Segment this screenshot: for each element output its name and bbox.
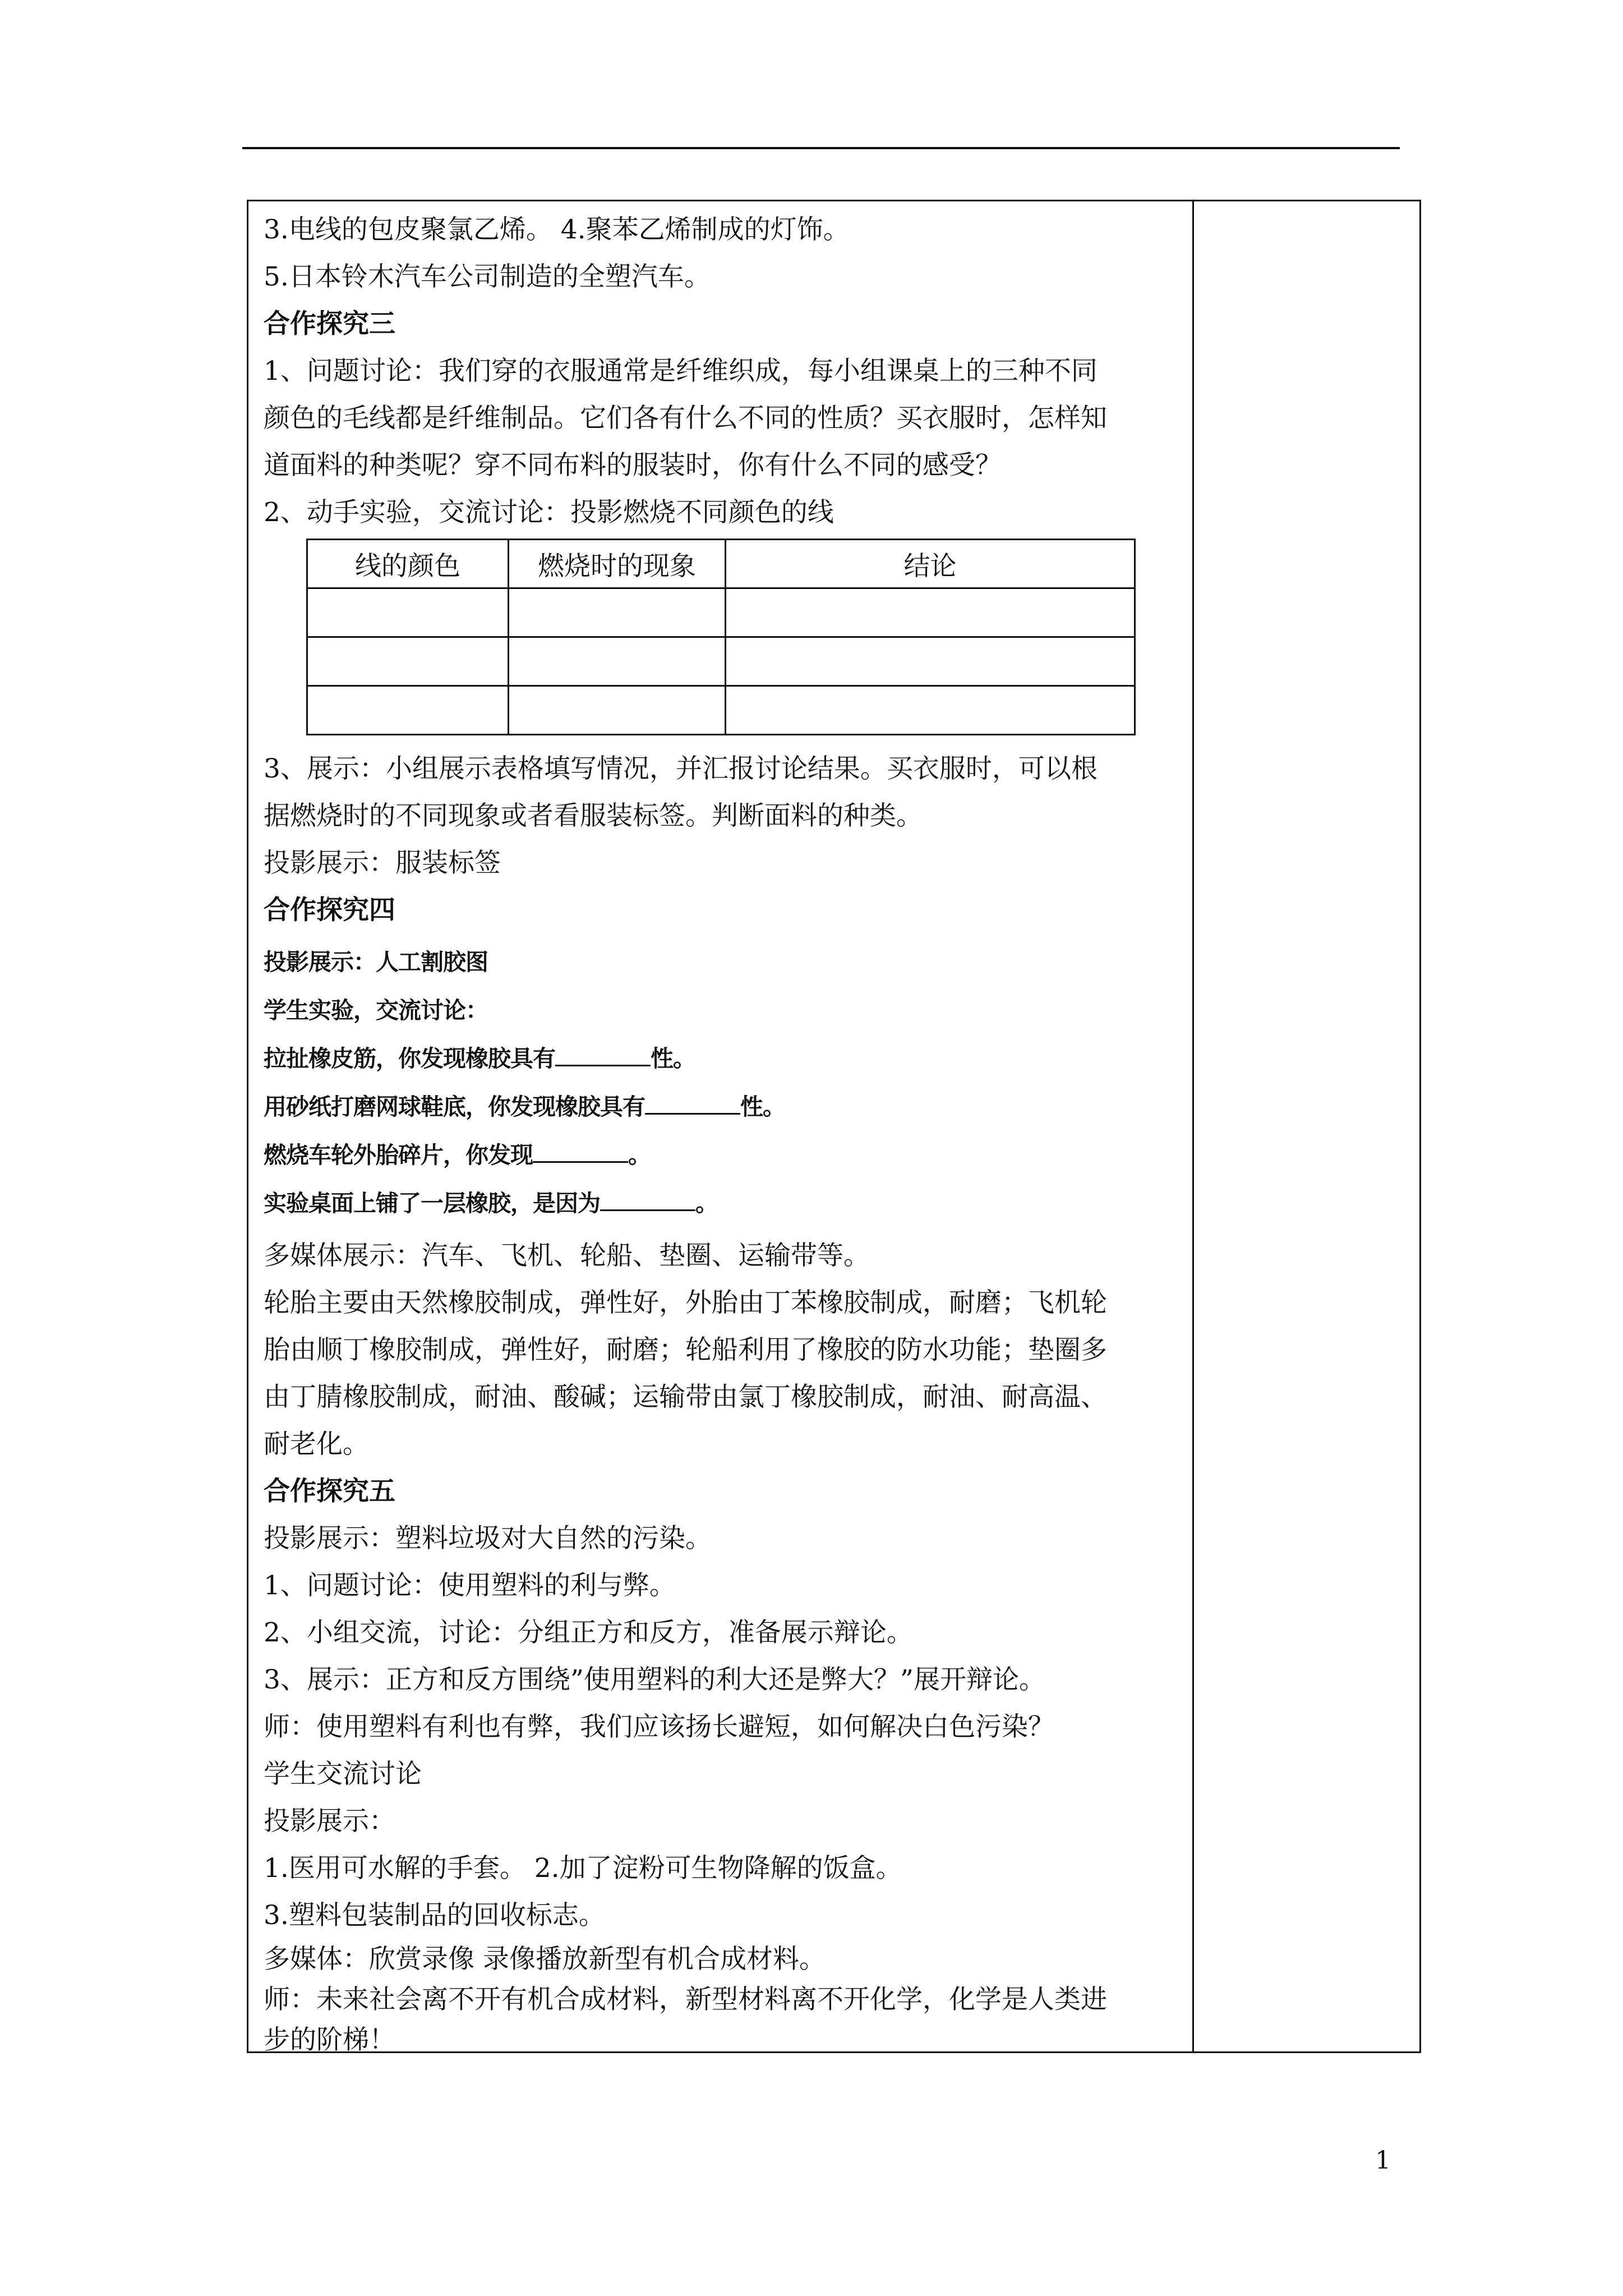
answer-blank[interactable] <box>645 1096 740 1115</box>
section-heading-3: 合作探究三 <box>264 309 395 339</box>
table-row <box>307 588 1135 637</box>
table-cell[interactable] <box>726 637 1135 686</box>
question-text: 实验桌面上铺了一层橡胶，是因为 <box>264 1190 600 1217</box>
text-line: 道面料的种类呢？穿不同布料的服装时，你有什么不同的感受？ <box>264 450 1002 481</box>
text-line: 多媒体展示：汽车、飞机、轮船、垫圈、运输带等。 <box>264 1240 870 1271</box>
text-line: 1、问题讨论：使用塑料的利与弊。 <box>264 1570 676 1601</box>
question-text: 用砂纸打磨网球鞋底，你发现橡胶具有 <box>264 1093 645 1120</box>
text-line: 轮胎主要由天然橡胶制成，弹性好，外胎由丁苯橡胶制成，耐磨；飞机轮 <box>264 1287 1107 1318</box>
image-text-line: 学生实验，交流讨论： <box>264 997 488 1024</box>
section-heading-4: 合作探究四 <box>264 895 395 926</box>
fill-blank-question <box>264 1144 1183 1166</box>
table-cell[interactable] <box>509 588 726 637</box>
fill-blank-question <box>264 1047 1183 1070</box>
text-line: 学生交流讨论 <box>264 1759 422 1789</box>
table-cell[interactable] <box>509 637 726 686</box>
question-suffix: 性。 <box>740 1093 785 1120</box>
text-line: 耐老化。 <box>264 1429 369 1460</box>
table-row <box>307 686 1135 735</box>
table-cell[interactable] <box>509 686 726 735</box>
lesson-content <box>264 206 1183 2060</box>
table-header-cell: 线的颜色 <box>307 540 509 588</box>
text-line: 3、展示：正方和反方围绕”使用塑料的利大还是弊大？”展开辩论。 <box>264 1664 1045 1695</box>
text-line: 颜色的毛线都是纤维制品。它们各有什么不同的性质？买衣服时，怎样知 <box>264 403 1107 434</box>
embedded-worksheet-image <box>264 949 1183 1217</box>
text-line: 师：使用塑料有利也有弊，我们应该扬长避短，如何解决白色污染？ <box>264 1711 1054 1742</box>
text-line: 据燃烧时的不同现象或者看服装标签。判断面料的种类。 <box>264 800 923 831</box>
table-cell[interactable] <box>307 588 509 637</box>
answer-blank[interactable] <box>555 1048 651 1066</box>
text-line: 投影展示： <box>264 1806 395 1837</box>
table-header-row <box>307 540 1135 588</box>
question-suffix: 。 <box>628 1142 651 1168</box>
question-text: 拉扯橡皮筋，你发现橡胶具有 <box>264 1045 555 1072</box>
notes-column-divider <box>1192 200 1194 2053</box>
image-text-line: 投影展示：人工割胶图 <box>264 949 488 976</box>
header-rule <box>242 147 1400 149</box>
fill-blank-question <box>264 1190 1183 1217</box>
table-cell[interactable] <box>726 686 1135 735</box>
text-line: 2、小组交流，讨论：分组正方和反方，准备展示辩论。 <box>264 1617 913 1648</box>
page-number: 1 <box>1375 2146 1391 2175</box>
text-line: 1、问题讨论：我们穿的衣服通常是纤维织成，每小组课桌上的三种不同 <box>264 356 1098 386</box>
text-line: 1.医用可水解的手套。 2.加了淀粉可生物降解的饭盒。 <box>264 1853 902 1884</box>
text-line: 胎由顺丁橡胶制成，弹性好，耐磨；轮船利用了橡胶的防水功能；垫圈多 <box>264 1335 1107 1365</box>
text-line: 师：未来社会离不开有机合成材料，新型材料离不开化学，化学是人类进 <box>264 1984 1107 2015</box>
answer-blank[interactable] <box>600 1193 695 1211</box>
answer-blank[interactable] <box>533 1144 628 1163</box>
table-cell[interactable] <box>307 637 509 686</box>
question-suffix: 。 <box>695 1190 718 1217</box>
text-line: 多媒体：欣赏录像 录像播放新型有机合成材料。 <box>264 1944 826 1975</box>
table-header-cell: 燃烧时的现象 <box>509 540 726 588</box>
table-cell[interactable] <box>307 686 509 735</box>
section-heading-5: 合作探究五 <box>264 1476 395 1507</box>
text-line: 由丁腈橡胶制成，耐油、酸碱；运输带由氯丁橡胶制成，耐油、耐高温、 <box>264 1382 1107 1412</box>
text-line: 步的阶梯！ <box>264 2024 395 2055</box>
text-line: 投影展示：塑料垃圾对大自然的污染。 <box>264 1523 712 1554</box>
table-header-cell: 结论 <box>726 540 1135 588</box>
fill-blank-question <box>264 1093 1183 1120</box>
table-row <box>307 637 1135 686</box>
text-line: 3.电线的包皮聚氯乙烯。 4.聚苯乙烯制成的灯饰。 <box>264 214 850 245</box>
text-line: 3、展示：小组展示表格填写情况，并汇报讨论结果。买衣服时，可以根 <box>264 753 1098 784</box>
question-text: 燃烧车轮外胎碎片，你发现 <box>264 1142 533 1168</box>
thread-burning-table <box>306 539 1136 735</box>
text-line: 5.日本铃木汽车公司制造的全塑汽车。 <box>264 261 711 292</box>
text-line: 2、动手实验，交流讨论：投影燃烧不同颜色的线 <box>264 497 834 528</box>
text-line: 投影展示：服装标签 <box>264 848 501 878</box>
table-cell[interactable] <box>726 588 1135 637</box>
question-suffix: 性。 <box>651 1045 695 1072</box>
text-line: 3.塑料包装制品的回收标志。 <box>264 1900 605 1931</box>
